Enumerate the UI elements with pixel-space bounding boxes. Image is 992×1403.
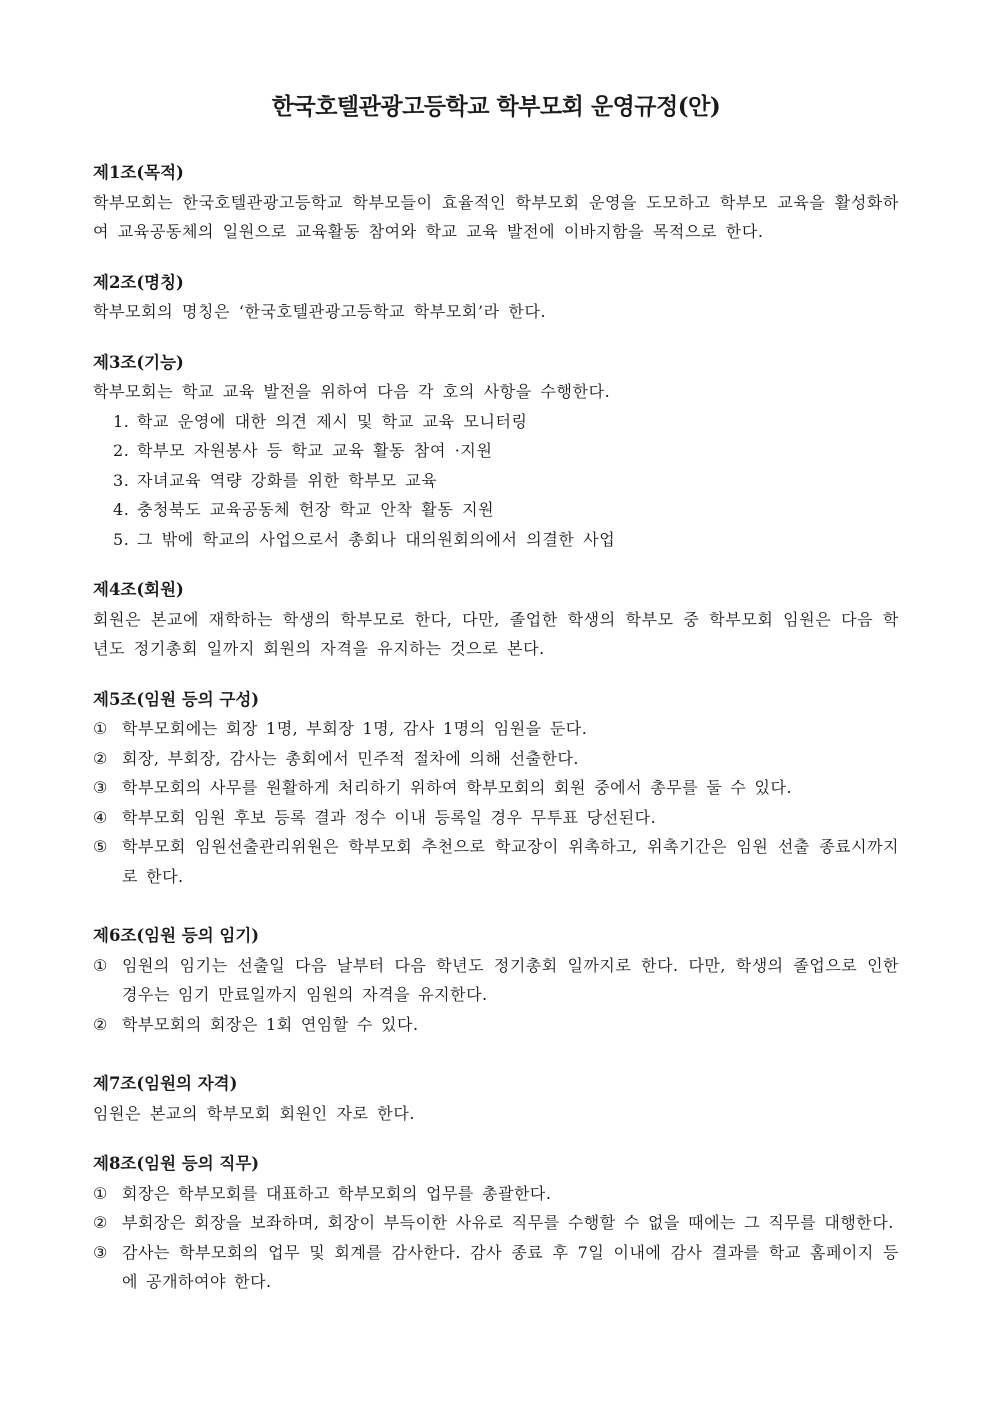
clause-list — [93, 951, 899, 1040]
document-body — [93, 158, 899, 1297]
list-item: 5. 그 밖에 학교의 사업으로서 총회나 대의원회의에서 의결한 사업 — [113, 529, 616, 549]
clause-item: ③ 감사는 학부모회의 업무 및 회계를 감사한다. 감사 종료 후 7일 이내에 감사 결과를 학교 홈페이지 등에 공개하여야 한다. — [93, 1242, 899, 1291]
article-text: 임원은 본교의 학부모회 회원인 자로 한다. — [93, 1103, 416, 1123]
document-title: 한국호텔관광고등학교 학부모회 운영규정(안) — [271, 93, 721, 120]
article-heading: 제4조(회원) — [93, 580, 184, 599]
article-7 — [93, 1069, 899, 1128]
list-item: 4. 충청북도 교육공동체 헌장 학교 안착 활동 지원 — [113, 500, 495, 519]
clause-item: ② 회장, 부회장, 감사는 총회에서 민주적 절차에 의해 선출한다. — [93, 748, 580, 768]
article-heading: 제6조(임원 등의 임기) — [93, 926, 260, 945]
list-item: 1. 학교 운영에 대한 의견 제시 및 학교 교육 모니터링 — [113, 411, 528, 431]
article-heading: 제7조(임원의 자격) — [93, 1074, 238, 1093]
article-8 — [93, 1149, 899, 1297]
article-text: 학부모회는 학교 교육 발전을 위하여 다음 각 호의 사항을 수행한다. — [93, 382, 611, 401]
article-5 — [93, 685, 899, 892]
article-heading: 제3조(기능) — [93, 352, 184, 372]
article-2 — [93, 268, 899, 327]
article-heading: 제5조(임원 등의 구성) — [93, 689, 260, 709]
clause-item: ① 임원의 임기는 선출일 다음 날부터 다음 학년도 정기총회 일까지로 한다. 다만, 학생의 졸업으로 인한 경우는 임기 만료일까지 임원의 자격을 유지한다. — [93, 955, 899, 1004]
article-1 — [93, 158, 899, 247]
clause-item: ② 학부모회의 회장은 1회 연임할 수 있다. — [93, 1014, 419, 1034]
article-6 — [93, 921, 899, 1039]
article-heading: 제2조(명칭) — [93, 272, 184, 292]
article-4 — [93, 575, 899, 664]
article-text: 학부모회의 명칭은 ‘한국호텔관광고등학교 학부모회’라 한다. — [93, 302, 547, 321]
article-heading: 제8조(임원 등의 직무) — [93, 1154, 260, 1173]
article-heading: 제1조(목적) — [93, 163, 184, 182]
list-item: 3. 자녀교육 역량 강화를 위한 학부모 교육 — [113, 470, 438, 490]
list-item: 2. 학부모 자원봉사 등 학교 교육 활동 참여 ·지원 — [113, 441, 493, 460]
clause-list — [93, 714, 899, 891]
clause-item: ① 회장은 학부모회를 대표하고 학부모회의 업무를 총괄한다. — [93, 1183, 552, 1203]
clause-item: ① 학부모회에는 회장 1명, 부회장 1명, 감사 1명의 임원을 둔다. — [93, 719, 588, 738]
clause-item: ③ 학부모회의 사무를 원활하게 처리하기 위하여 학부모회의 회원 중에서 총무를 둘 수 있다. — [93, 778, 793, 797]
clause-list — [93, 1179, 899, 1297]
clause-item: ② 부회장은 회장을 보좌하며, 회장이 부득이한 사유로 직무를 수행할 수 없을 때에는 그 직무를 대행한다. — [93, 1213, 894, 1232]
function-list — [93, 407, 899, 555]
clause-item: ④ 학부모회 임원 후보 등록 결과 정수 이내 등록일 경우 무투표 당선된다. — [93, 807, 657, 827]
article-text: 회원은 본교에 재학하는 학생의 학부모로 한다, 다만, 졸업한 학생의 학부모 중 학부모회 임원은 다음 학년도 정기총회 일까지 회원의 자격을 유지하는 것으로 본다. — [93, 609, 899, 658]
clause-item: ⑤ 학부모회 임원선출관리위원은 학부모회 추천으로 학교장이 위촉하고, 위촉기간은 임원 선출 종료시까지로 한다. — [93, 837, 899, 886]
article-3 — [93, 348, 899, 555]
article-text: 학부모회는 한국호텔관광고등학교 학부모들이 효율적인 학부모회 운영을 도모하고 학부모 교육을 활성화하여 교육공동체의 일원으로 교육활동 참여와 학교 교육 발전에 이바지함을 목적으로 한다. — [93, 192, 899, 241]
